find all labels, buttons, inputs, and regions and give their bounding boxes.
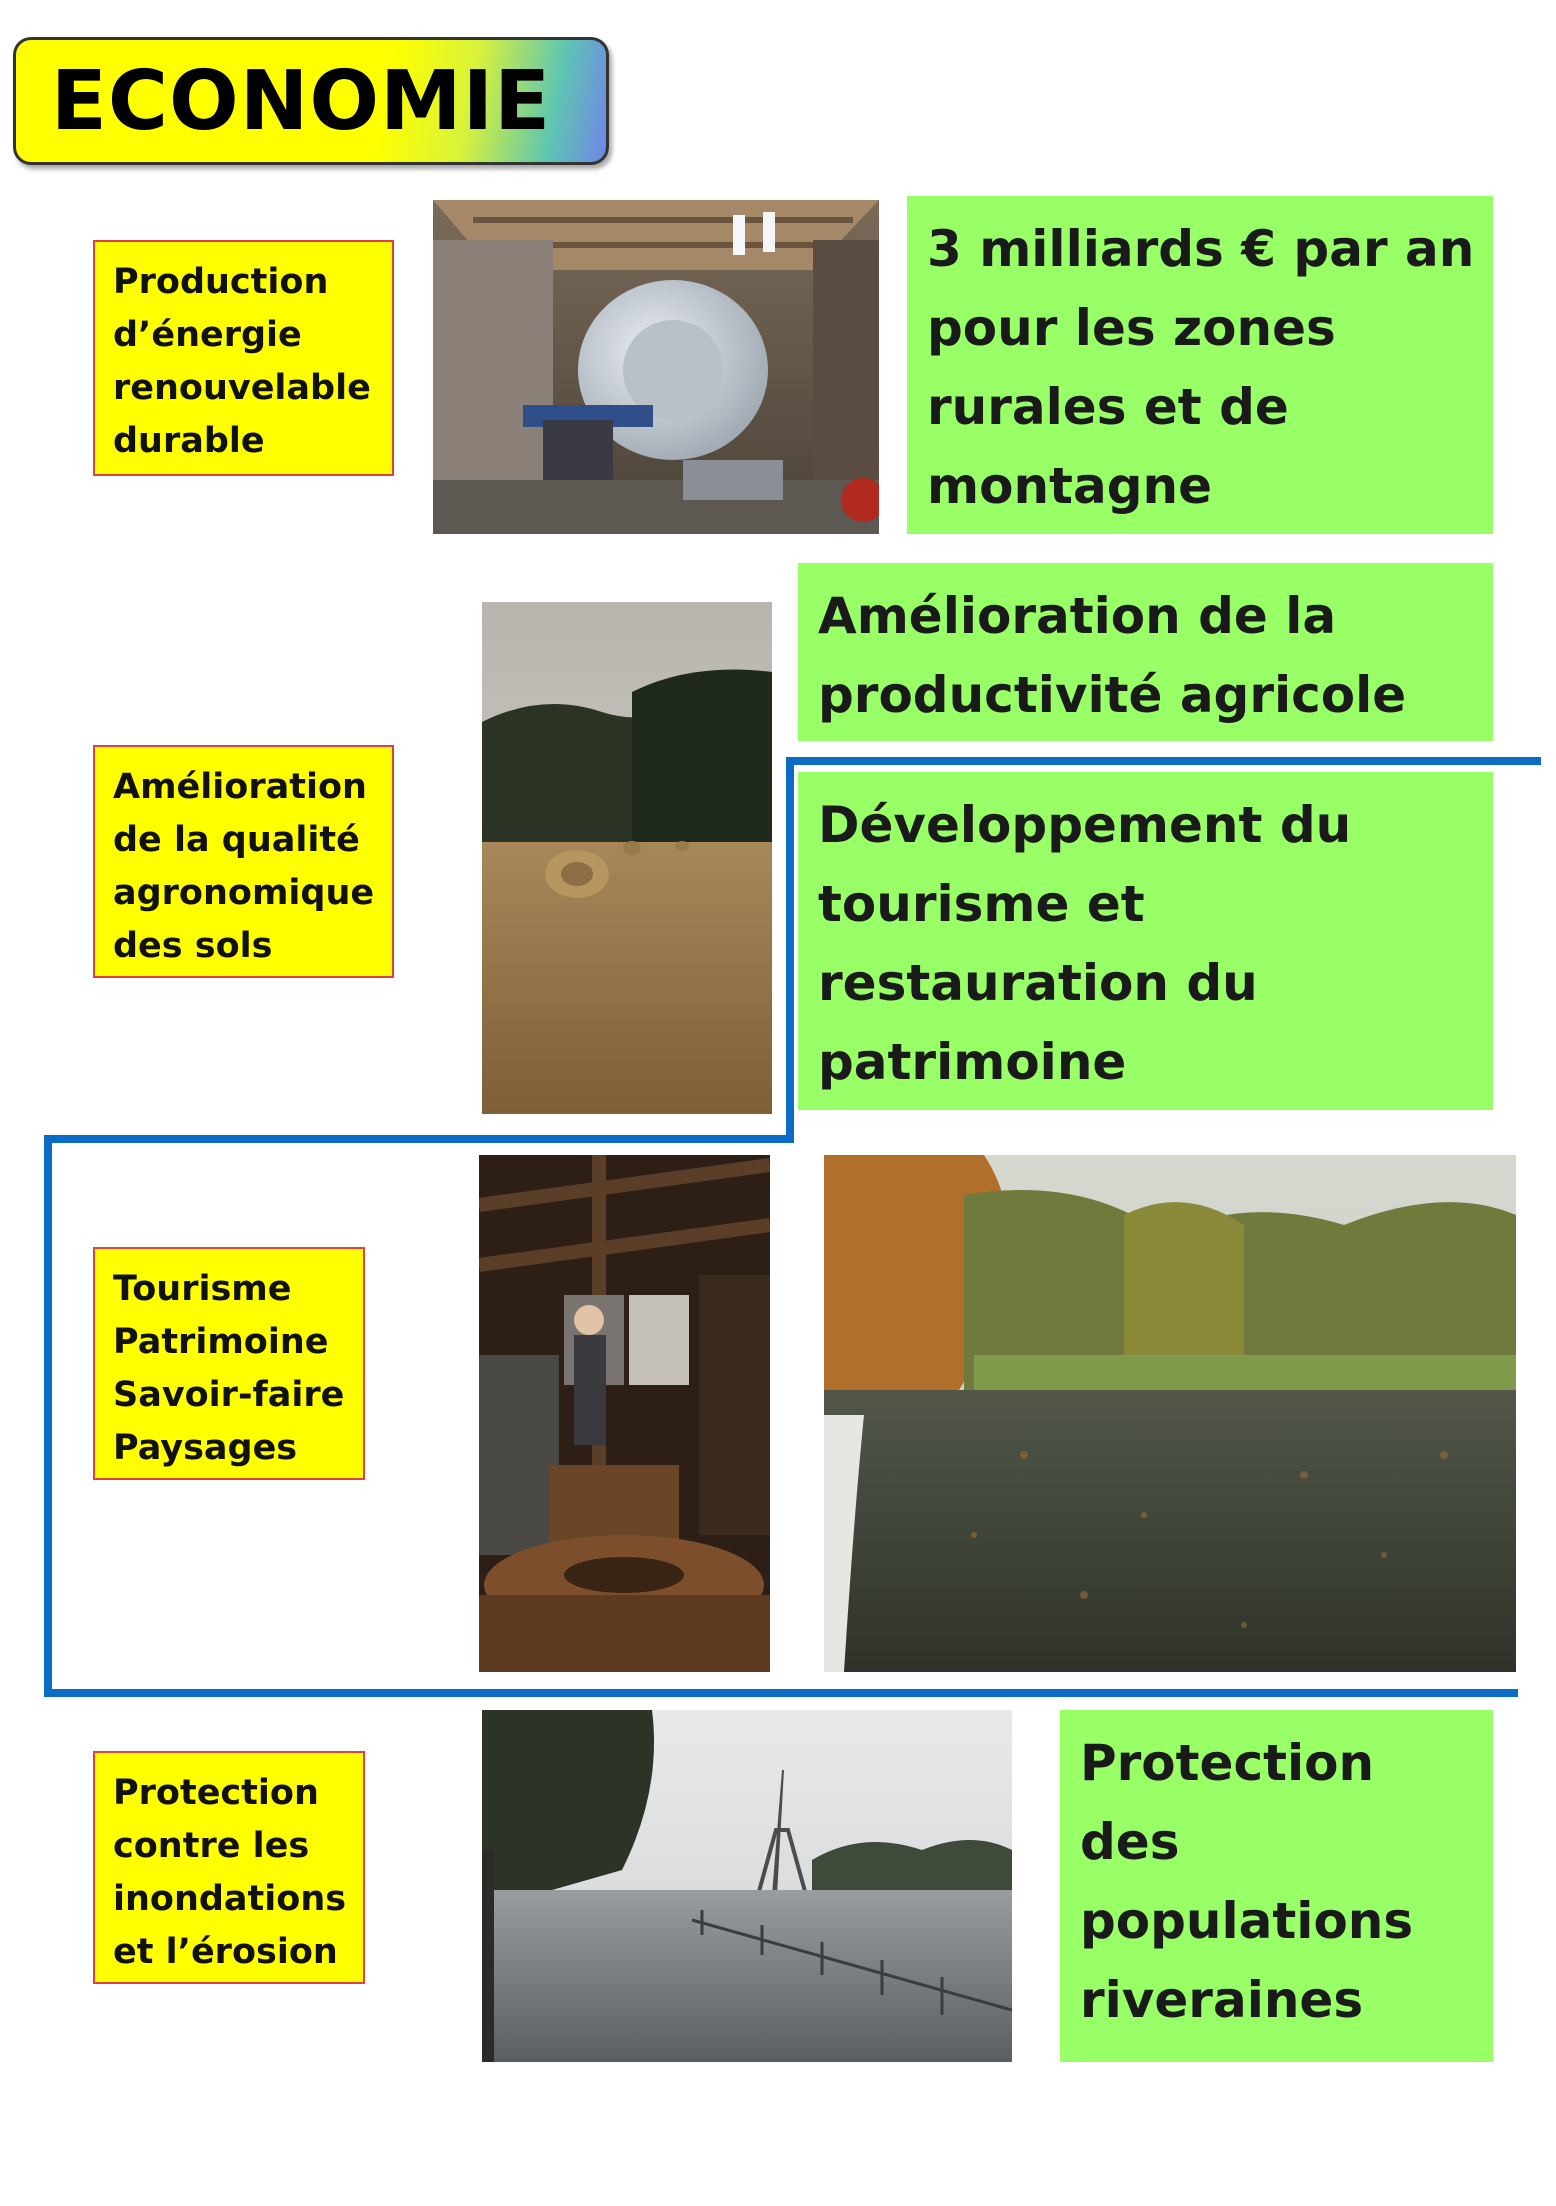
- category-line: renouvelable: [113, 368, 371, 408]
- benefit-line: Protection: [1080, 1734, 1375, 1792]
- category-line: Tourisme: [113, 1269, 292, 1309]
- category-line: Production: [113, 262, 329, 302]
- photo-hay-field: [482, 602, 772, 1114]
- category-line: inondations: [113, 1879, 347, 1919]
- category-box-floods: [93, 1751, 365, 1984]
- benefit-box-tourism: [798, 772, 1493, 1110]
- benefit-line: populations: [1080, 1892, 1414, 1950]
- benefit-line: rurales et de: [927, 378, 1289, 436]
- benefit-line: Amélioration de la: [818, 587, 1337, 645]
- category-line: Patrimoine: [113, 1322, 329, 1362]
- photo-mill-interior: [479, 1155, 770, 1672]
- benefit-line: riveraines: [1080, 1971, 1364, 2029]
- category-line: et l’érosion: [113, 1932, 338, 1972]
- category-line: contre les: [113, 1826, 310, 1866]
- benefit-box-billions: [907, 196, 1493, 534]
- photo-flood-paris: [482, 1710, 1012, 2062]
- frame-left: [44, 1135, 52, 1697]
- frame-step-vertical: [786, 757, 794, 1143]
- benefit-line: des: [1080, 1813, 1180, 1871]
- benefit-line: tourisme et: [818, 875, 1145, 933]
- category-line: Paysages: [113, 1428, 298, 1468]
- photo-turbine-room: [433, 200, 879, 534]
- page-title: ECONOMIE: [50, 53, 552, 149]
- title-banner: [13, 37, 609, 165]
- benefit-line: patrimoine: [818, 1033, 1127, 1091]
- category-line: Protection: [113, 1773, 319, 1813]
- benefit-line: montagne: [927, 457, 1212, 515]
- benefit-box-agriculture: [798, 563, 1493, 741]
- benefit-line: 3 milliards € par an: [927, 220, 1475, 278]
- category-line: de la qualité: [113, 820, 360, 860]
- benefit-line: Développement du: [818, 796, 1352, 854]
- benefit-line: restauration du: [818, 954, 1258, 1012]
- category-box-soil: [93, 745, 394, 978]
- benefit-line: pour les zones: [927, 299, 1336, 357]
- category-line: des sols: [113, 926, 273, 966]
- turbine-illustration: [433, 200, 879, 534]
- mill-illustration: [479, 1155, 770, 1672]
- benefit-box-protection: [1060, 1710, 1493, 2062]
- frame-top-right: [786, 757, 1541, 765]
- category-line: agronomique: [113, 873, 375, 913]
- category-line: d’énergie: [113, 315, 302, 355]
- category-box-energy: [93, 240, 394, 476]
- category-line: Amélioration: [113, 767, 367, 807]
- category-line: Savoir-faire: [113, 1375, 345, 1415]
- frame-step-horizontal: [44, 1135, 794, 1143]
- photo-pond: [824, 1155, 1516, 1672]
- field-illustration: [482, 602, 772, 1114]
- category-line: durable: [113, 421, 265, 461]
- category-box-tourism: [93, 1247, 365, 1480]
- flood-illustration: [482, 1710, 1012, 2062]
- pond-illustration: [824, 1155, 1516, 1672]
- frame-bottom: [44, 1689, 1518, 1697]
- benefit-line: productivité agricole: [818, 666, 1407, 724]
